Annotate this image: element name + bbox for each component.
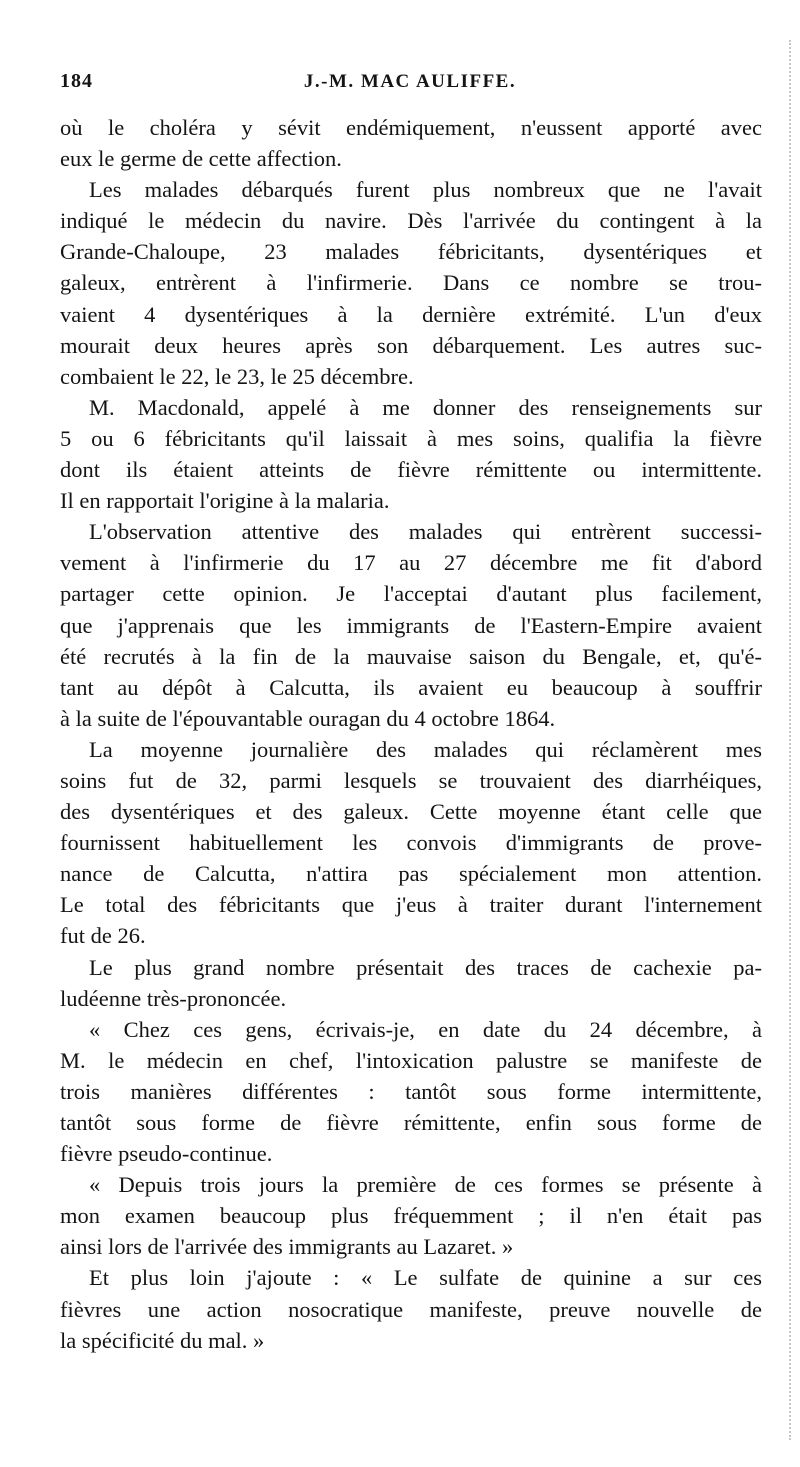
running-head: J.-M. MAC AULIFFE. [303,71,517,92]
text-line: mourait deux heures après son débarquement. Les autres suc- [60,332,762,358]
text-line: Grande-Chaloupe, 23 malades fébricitants, dysentériques et [60,239,762,265]
text-line: « Chez ces gens, écrivais-je, en date du 24 décembre, à [89,1016,762,1042]
text-line: à la suite de l'épouvantable ouragan du 4 octobre 1864. [60,705,556,731]
text-line: eux le germe de cette affection. [60,146,342,172]
text-line: ainsi lors de l'arrivée des immigrants au Lazaret. » [60,1234,514,1260]
text-line: des dysentériques et des galeux. Cette moyenne étant celle que [60,799,762,825]
text-line: fièvres une action nosocratique manifeste, preuve nouvelle de [60,1296,762,1322]
text-line: que j'apprenais que les immigrants de l'Eastern-Empire avaient [60,612,762,638]
text-line: nance de Calcutta, n'attira pas spécialement mon attention. [60,861,762,887]
text-line: tantôt sous forme de fièvre rémittente, enfin sous forme de [60,1110,762,1135]
text-line: ludéenne très-prononcée. [60,985,287,1011]
text-line: L'observation attentive des malades qui entrèrent successi- [89,519,762,545]
text-line: M. le médecin en chef, l'intoxication palustre se manifeste de [60,1047,762,1073]
text-line: où le choléra y sévit endémiquement, n'eussent apporté avec [60,115,762,140]
text-line: Il en rapportait l'origine à la malaria. [60,488,390,514]
page-edge-mark [783,40,791,1440]
text-line: tant au dépôt à Calcutta, ils avaient eu beaucoup à souffrir [60,674,762,700]
text-line: combaient le 22, le 23, le 25 décembre. [60,363,414,389]
text-line: 5 ou 6 fébricitants qu'il laissait à mes soins, qualifia la fièvre [60,425,762,451]
text-line: galeux, entrèrent à l'infirmerie. Dans ce nombre se trou- [60,270,762,296]
text-line: vaient 4 dysentériques à la dernière extrémité. L'un d'eux [60,301,762,327]
body-text [60,112,762,1356]
text-line: fièvre pseudo-continue. [60,1141,273,1167]
text-line: M. Macdonald, appelé à me donner des renseignements sur [89,394,762,420]
text-line: Et plus loin j'ajoute : « Le sulfate de quinine a sur ces [89,1265,762,1291]
text-line: partager cette opinion. Je l'acceptai d'autant plus facilement, [60,581,762,607]
text-line: Le total des fébricitants que j'eus à traiter durant l'internement [60,892,762,918]
page-number: 184 [60,70,93,92]
text-line: La moyenne journalière des malades qui réclamèrent mes [89,736,762,762]
text-line: mon examen beaucoup plus fréquemment ; il n'en était pas [60,1203,762,1229]
text-line: « Depuis trois jours la première de ces formes se présente à [89,1172,762,1198]
text-line: vement à l'infirmerie du 17 au 27 décembre me fit d'abord [60,550,762,576]
text-line: la spécificité du mal. » [60,1327,265,1353]
text-line: trois manières différentes : tantôt sous forme intermittente, [60,1078,762,1104]
text-line: dont ils étaient atteints de fièvre rémittente ou intermittente. [60,457,762,483]
text-line: Le plus grand nombre présentait des traces de cachexie pa- [89,954,762,980]
text-line: soins fut de 32, parmi lesquels se trouvaient des diarrhéiques, [60,767,762,793]
page-header [60,70,760,100]
text-line: été recrutés à la fin de la mauvaise saison du Bengale, et, qu'é- [60,643,762,669]
text-line: indiqué le médecin du navire. Dès l'arrivée du contingent à la [60,208,762,234]
text-line: Les malades débarqués furent plus nombreux que ne l'avait [89,177,762,203]
text-line: fournissent habituellement les convois d'immigrants de prove- [60,830,762,856]
text-line: fut de 26. [60,923,146,949]
